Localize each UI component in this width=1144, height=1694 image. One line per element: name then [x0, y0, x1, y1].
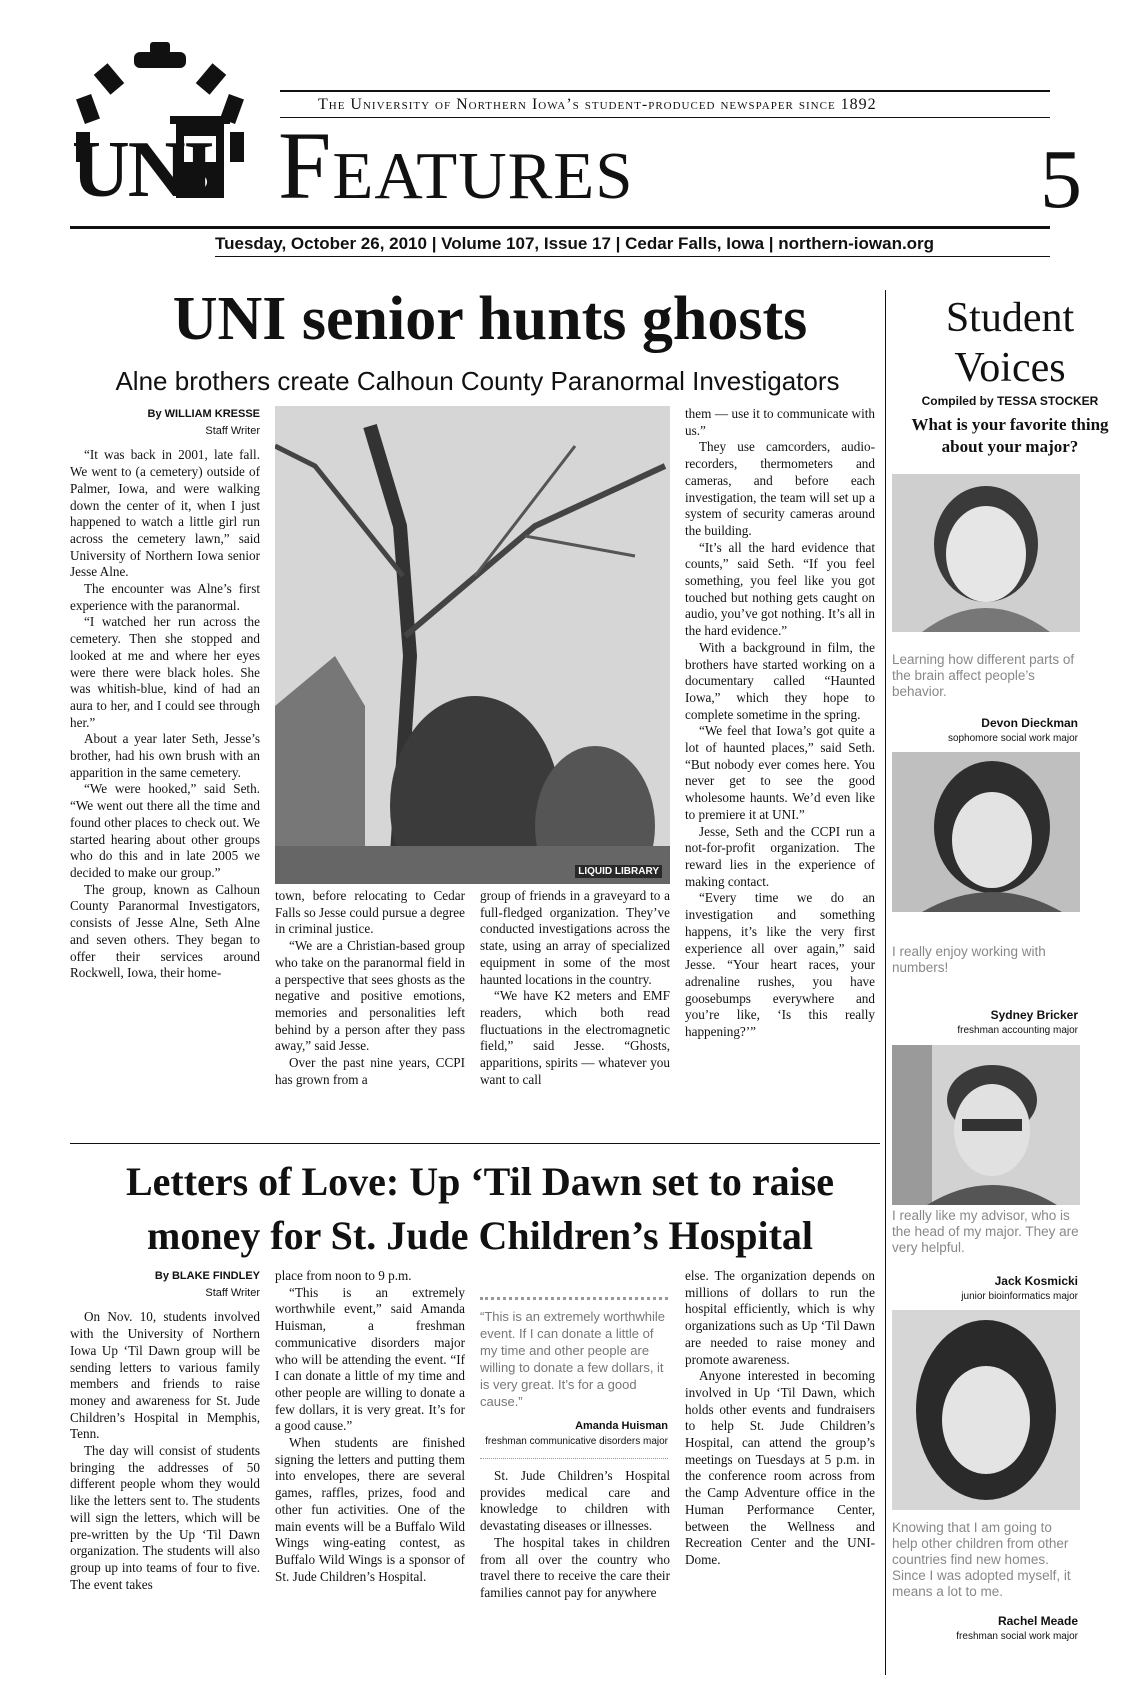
student-role: freshman social work major	[956, 1631, 1078, 1642]
pull-quote-title: freshman communicative disorders major	[485, 1436, 668, 1447]
logo-text: UNI	[72, 126, 213, 214]
student-voices-question: What is your favorite thing about your major?	[911, 415, 1109, 456]
story1-paragraph: With a background in film, the brothers have started working on a documentary called “Haunted Iowa,” which they hope to complete sometime in the spring.	[685, 639, 875, 722]
story1-col3	[480, 888, 670, 1088]
story1-paragraph: “It’s all the hard evidence that counts,” said Seth. “If you feel something, you feel like you got touched but nothing gets caught on audio, you’ve got nothing. It’s all in the hard evidence.”	[685, 539, 875, 639]
story2-headline-line1: Letters of Love: Up ‘Til Dawn set to raise	[125, 1159, 835, 1204]
pull-quote-text: “This is an extremely worthwhile event. If I can donate a little of my time and other people are willing to donate a few dollars, it is very great. It’s for a good cause.”	[480, 1309, 665, 1409]
student-role: junior bioinformatics major	[961, 1291, 1078, 1302]
story1-role: Staff Writer	[205, 424, 260, 437]
person-photo-icon	[892, 474, 1080, 632]
story1-paragraph: Jesse, Seth and the CCPI run a not-for-profit organization. The reward lies in the experience of making contact.	[685, 823, 875, 889]
person-photo-icon	[892, 1045, 1080, 1205]
story1-col2	[275, 888, 465, 1088]
story1-paragraph: The group, known as Calhoun County Paranormal Investigators, consists of Jesse Alne, Seth Alne and seven others. They began to offer their services around Rockwell, Iowa, their home-	[70, 881, 260, 981]
student-name: Sydney Bricker	[990, 1008, 1078, 1022]
story2-headline	[70, 1155, 890, 1263]
story2-paragraph: On Nov. 10, students involved with the University of Northern Iowa Up ‘Til Dawn group will be sending letters to various family members and friends to raise money and awareness for St. Jude Children’s Hospital in Memphis, Tenn.	[70, 1309, 260, 1442]
story1-paragraph: “I watched her run across the cemetery. Then she stopped and looked at me and where her eyes were there were black holes. She was whitish-blue, kind of had an aura to her, and I could see through her.”	[70, 614, 260, 730]
story1-paragraph: “It was back in 2001, late fall. We went to (a cemetery) outside of Palmer, Iowa, and were walking down the center of it, when I just happened to watch a little girl run across the cemetery lawn,” said University of Northern Iowa senior Jesse Alne.	[70, 447, 260, 580]
story2-paragraph: place from noon to 9 p.m.	[275, 1268, 412, 1283]
story2-byline: By BLAKE FINDLEY	[154, 1270, 260, 1282]
student-role: freshman accounting major	[957, 1025, 1078, 1036]
student-name: Rachel Meade	[997, 1614, 1078, 1628]
story1-paragraph: “Every time we do an investigation and something happens, it’s like the very first experience all over again,” said Jesse. “Your heart races, your adrenaline rushes, you have goosebumps everywhere and you’re like, ‘Is this really happening?’”	[685, 890, 875, 1040]
story1-headline: UNI senior hunts ghosts	[172, 285, 808, 353]
student-name: Devon Dieckman	[981, 716, 1078, 730]
student-voices-title	[890, 293, 1130, 393]
story2-col1	[70, 1268, 260, 1593]
tree-fog-illustration	[275, 406, 670, 884]
student-voices-compiled: Compiled by TESSA STOCKER	[921, 394, 1099, 408]
avatar	[892, 1045, 1080, 1205]
pull-quote-name: Amanda Huisman	[575, 1420, 668, 1432]
story1-paragraph: “We are a Christian-based group who take on the paranormal field in a perspective that sees ghosts as the negative and positive emotions, memories and personalities left behind by a person after they pass away,” said Jesse.	[275, 938, 465, 1054]
story2-paragraph: The hospital takes in children from all over the country who travel there to receive the care their families cannot pay for anywhere	[480, 1534, 670, 1600]
story1-paragraph: group of friends in a graveyard to a full-fledged organization. They’ve conducted investigations across the state, using an array of specialized equipment in some of the most haunted locations in the country.	[480, 888, 670, 987]
avatar	[892, 752, 1080, 912]
story2-paragraph: The day will consist of students bringing the addresses of 50 different people whom they would like the letters sent to. The students will sign the letters, which will be pre-written by the Up ‘Til Dawn organization. The students will also group up into teams of four to five. The event takes	[70, 1443, 260, 1592]
story1-paragraph: “We have K2 meters and EMF readers, which both read fluctuations in the electromagnetic field,” said Jesse. “Ghosts, apparitions, spirits — whatever you want to call	[480, 988, 670, 1087]
story1-byline: By WILLIAM KRESSE	[147, 408, 260, 420]
masthead-top-rule	[280, 90, 1050, 92]
person-photo-icon	[892, 752, 1080, 912]
story1-deck: Alne brothers create Calhoun County Paranormal Investigators	[115, 366, 840, 396]
story1-col1	[70, 406, 260, 982]
story2-col2	[275, 1268, 465, 1585]
story1-paragraph: town, before relocating to Cedar Falls so Jesse could pursue a degree in criminal justice.	[275, 888, 465, 937]
masthead-tagline: The University of Northern Iowa’s student-produced newspaper since 1892	[318, 96, 877, 113]
student-quote: Knowing that I am going to help other children from other countries find new homes. Since I was adopted myself, it means a lot to me.	[892, 1520, 1071, 1599]
student-quote: I really like my advisor, who is the head of my major. They are very helpful.	[892, 1208, 1079, 1255]
avatar	[892, 1310, 1080, 1510]
pull-quote	[480, 1297, 668, 1459]
story1-paragraph: “We feel that Iowa’s got quite a lot of haunted places,” said Seth. “But nobody ever comes here. You never get to see the good wholesome haunts. We’d even like to premiere it at UNI.”	[685, 723, 875, 822]
story1-paragraph: them — use it to communicate with us.”	[685, 406, 875, 438]
student-name: Jack Kosmicki	[994, 1274, 1078, 1288]
story2-col4	[685, 1268, 875, 1569]
masthead-bottom-rule	[70, 226, 1050, 229]
story2-role: Staff Writer	[205, 1286, 260, 1299]
story1-paragraph: About a year later Seth, Jesse’s brother, had his own brush with an apparition in the same cemetery.	[70, 731, 260, 780]
story1-col4	[685, 406, 875, 1041]
story1-paragraph: “We were hooked,” said Seth. “We went out there all the time and found other places to check out. We started hearing about other groups who do this and in late 2005 we decided to make our group.”	[70, 781, 260, 880]
page-number: 5	[1040, 133, 1082, 226]
person-photo-icon	[892, 1310, 1080, 1510]
story2-paragraph: else. The organization depends on millions of dollars to run the hospital efficiently, which is why organizations such as Up ‘Til Dawn are needed to raise money and promote awareness.	[685, 1268, 875, 1367]
story2-paragraph: St. Jude Children’s Hospital provides medical care and knowledge to children with devastating diseases or illnesses.	[480, 1468, 670, 1534]
story2-col3	[480, 1468, 670, 1602]
dateline-rule	[215, 256, 1050, 257]
story2-paragraph: “This is an extremely worthwhile event,” said Amanda Huisman, a freshman communicative disorders major who will be attending the event. “If I can donate a little of my time and other people are willing to donate a few dollars, it is very great. It’s for a good cause.”	[275, 1284, 465, 1434]
story2-paragraph: Anyone interested in becoming involved in Up ‘Til Dawn, which holds other events and fundraisers to help St. Jude Children’s Hospital, can attend the group’s meetings on Tuesdays at 5 p.m. in the conference room across from the Camp Adventure office in the Human Performance Center, between the Wellness and Recreation Center and the UNI-Dome.	[685, 1368, 875, 1567]
story1-paragraph: The encounter was Alne’s first experience with the paranormal.	[70, 581, 260, 613]
student-role: sophomore social work major	[947, 733, 1078, 744]
story1-paragraph: They use camcorders, audio-recorders, thermometers and cameras, and before each investigation, the team will set up a system of security cameras around the building.	[685, 439, 875, 538]
student-quote: I really enjoy working with numbers!	[892, 944, 1046, 975]
student-voices-title-line2: Voices	[954, 345, 1066, 391]
dateline: Tuesday, October 26, 2010 | Volume 107, Issue 17 | Cedar Falls, Iowa | northern-iowan.org	[215, 234, 935, 253]
avatar	[892, 474, 1080, 632]
photo-credit: LIQUID LIBRARY	[575, 865, 662, 878]
story2-paragraph: When students are finished signing the letters and putting them into envelopes, there are several games, raffles, prizes, food and other fun activities. One of the main events will be a Buffalo Wild Wings wing-eating contest, as Buffalo Wild Wings is a sponsor of St. Jude Children’s Hospital.	[275, 1435, 465, 1584]
story-divider	[70, 1143, 880, 1144]
story2-headline-line2: money for St. Jude Children’s Hospital	[147, 1213, 813, 1258]
student-voices-title-line1: Student	[945, 295, 1075, 341]
student-quote: Learning how different parts of the brain affect people’s behavior.	[892, 652, 1075, 699]
section-title: Features	[278, 112, 634, 219]
story1-photo	[275, 406, 670, 884]
story1-paragraph: Over the past nine years, CCPI has grown from a	[275, 1055, 465, 1087]
sidebar-divider	[885, 290, 886, 1675]
